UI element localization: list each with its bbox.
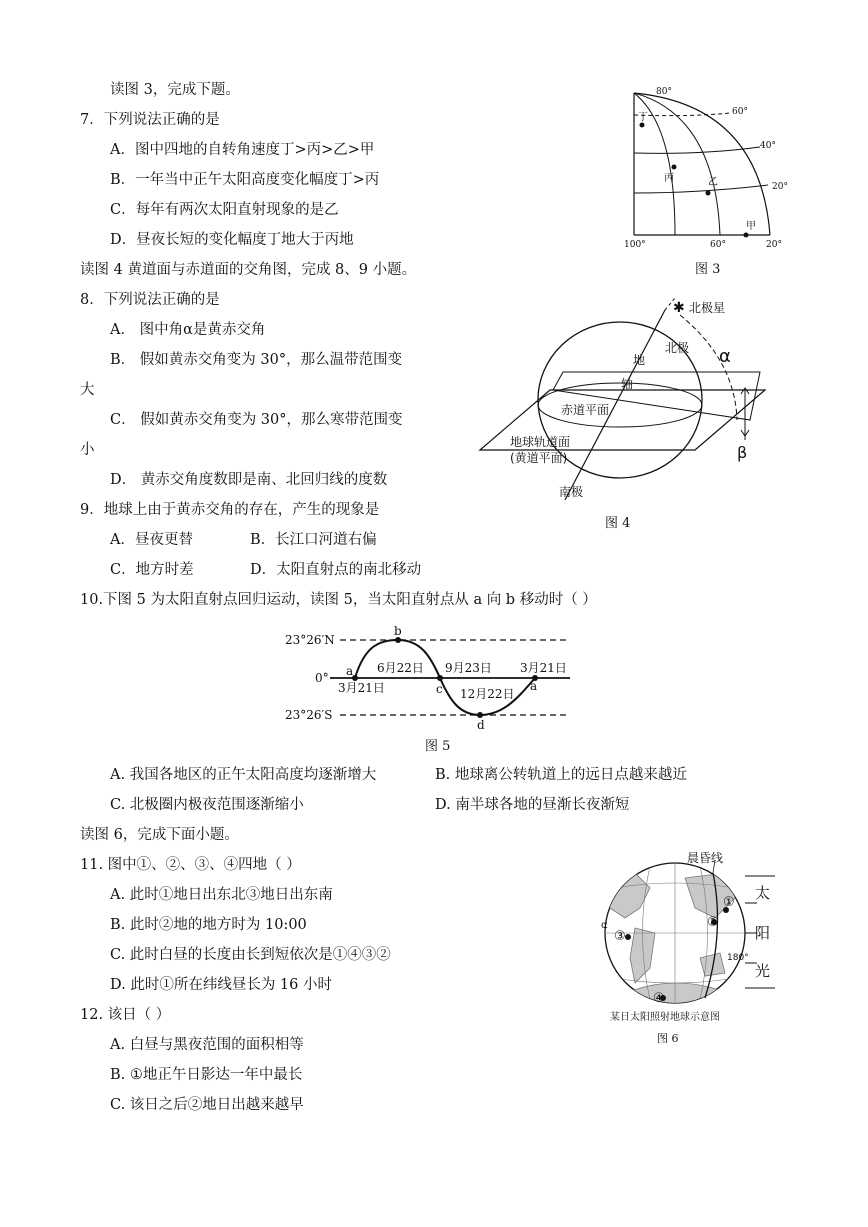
figure-6-illumination [595,848,785,1028]
q7-option-a: A．图中四地的自转角速度丁>丙>乙>甲 [110,142,375,158]
svg-text:12月22日: 12月22日 [460,687,515,701]
q7-option-d: D．昼夜长短的变化幅度丁地大于丙地 [110,232,354,248]
figure-5-sun-migration [280,625,580,735]
label-lon100: 100° [624,240,646,250]
svg-text:(黄道平面): (黄道平面) [510,451,568,465]
svg-text:北极: 北极 [665,341,690,355]
q8-stem: 8．下列说法正确的是 [80,292,220,308]
point-jia [744,233,749,238]
svg-text:23°26′S: 23°26′S [285,708,333,722]
label-bing: 丙 [664,173,674,184]
q7-stem: 7．下列说法正确的是 [80,112,220,128]
q11-option-b: B. 此时②地的地方时为 10:00 [110,917,307,933]
q9-option-d: D．太阳直射点的南北移动 [250,562,422,578]
q7-option-c: C．每年有两次太阳直射现象的是乙 [110,202,339,218]
svg-text:c: c [436,682,443,696]
q10-stem: 10.下图 5 为太阳直射点回归运动，读图 5，当太阳直射点从 a 向 b 移动时（ ） [80,592,597,608]
label-40: 40° [760,141,776,151]
q8-option-c-cont: 小 [80,442,95,458]
q11-stem: 11. 图中①、②、③、④四地（ ） [80,857,301,873]
star-icon: ✱ [673,300,685,316]
q11-option-c: C. 此时白昼的长度由长到短依次是①④③② [110,947,391,963]
point-ding [640,123,645,128]
svg-text:赤道平面: 赤道平面 [561,403,610,417]
svg-text:某日太阳照射地球示意图: 某日太阳照射地球示意图 [610,1012,720,1023]
q10-option-a: A. 我国各地区的正午太阳高度均逐渐增大 [110,767,377,783]
q9-option-a: A．昼夜更替 [110,532,193,548]
intro-fig6: 读图 6，完成下面小题。 [80,827,239,843]
svg-text:③: ③ [614,929,626,944]
svg-text:地: 地 [633,353,646,367]
q11-option-d: D. 此时①所在纬线昼长为 16 小时 [110,977,332,993]
q9-option-c: C．地方时差 [110,562,194,578]
q9-stem: 9．地球上由于黄赤交角的存在，产生的现象是 [80,502,380,518]
svg-text:④: ④ [653,991,665,1006]
point-yi [706,191,711,196]
figure-3-graticule [620,85,800,255]
label-yi: 乙 [708,177,718,188]
label-80: 80° [656,87,672,97]
q10-option-b: B. 地球离公转轨道上的远日点越来越近 [435,767,687,783]
svg-text:北极星: 北极星 [689,301,726,315]
intro-fig4: 读图 4 黄道面与赤道面的交角图，完成 8、9 小题。 [80,262,417,278]
q8-option-b: B． 假如黄赤交角变为 30°，那么温带范围变 [110,352,403,368]
svg-text:南极: 南极 [559,485,584,499]
q12-option-b: B. ①地正午日影达一年中最长 [110,1067,303,1083]
figure-4-caption: 图 4 [605,516,631,531]
figure-4-obliquity [475,290,775,510]
svg-text:轴: 轴 [621,377,634,391]
q8-option-d: D． 黄赤交角度数即是南、北回归线的度数 [110,472,388,488]
svg-text:23°26′N: 23°26′N [285,633,335,647]
figure-3-caption: 图 3 [695,262,721,277]
svg-text:α: α [601,920,608,931]
svg-text:太: 太 [755,884,771,902]
label-20: 20° [772,182,788,192]
svg-text:0°: 0° [315,671,329,685]
svg-text:3月21日: 3月21日 [520,661,567,675]
svg-text:①: ① [723,895,735,910]
svg-text:β: β [737,443,748,462]
svg-text:晨昏线: 晨昏线 [687,851,724,865]
svg-text:光: 光 [755,962,771,980]
q12-option-a: A. 白昼与黑夜范围的面积相等 [110,1037,304,1053]
q8-option-b-cont: 大 [80,382,95,398]
q8-option-a: A． 图中角α是黄赤交角 [110,322,266,338]
svg-text:b: b [394,625,402,638]
svg-text:阳: 阳 [755,924,771,942]
svg-text:②: ② [707,915,719,930]
q10-option-d: D. 南半球各地的昼渐长夜渐短 [435,797,630,813]
label-jia: 甲 [746,221,756,232]
label-lon20: 20° [766,240,782,250]
point-bing [672,165,677,170]
svg-text:a: a [346,664,354,678]
figure-5-caption: 图 5 [425,739,451,754]
svg-text:a: a [530,679,538,693]
q12-option-c: C. 该日之后②地日出越来越早 [110,1097,304,1113]
q9-option-b: B．长江口河道右偏 [250,532,377,548]
svg-text:3月21日: 3月21日 [338,681,385,695]
svg-text:6月22日: 6月22日 [377,661,424,675]
q8-option-c: C． 假如黄赤交角变为 30°，那么寒带范围变 [110,412,403,428]
q11-option-a: A. 此时①地日出东北③地日出东南 [110,887,333,903]
intro-fig3: 读图 3，完成下题。 [110,82,240,98]
q7-option-b: B．一年当中正午太阳高度变化幅度丁>丙 [110,172,380,188]
svg-text:地球轨道面: 地球轨道面 [510,435,571,449]
svg-text:9月23日: 9月23日 [445,661,492,675]
q12-stem: 12. 该日（ ） [80,1007,171,1023]
svg-text:d: d [477,718,485,732]
svg-text:180°: 180° [727,953,749,963]
label-ding: 丁 [638,112,648,123]
label-lon60: 60° [710,240,726,250]
figure-6-caption: 图 6 [657,1032,679,1045]
q10-option-c: C. 北极圈内极夜范围逐渐缩小 [110,797,304,813]
label-60: 60° [732,107,748,117]
svg-text:α: α [719,346,731,367]
